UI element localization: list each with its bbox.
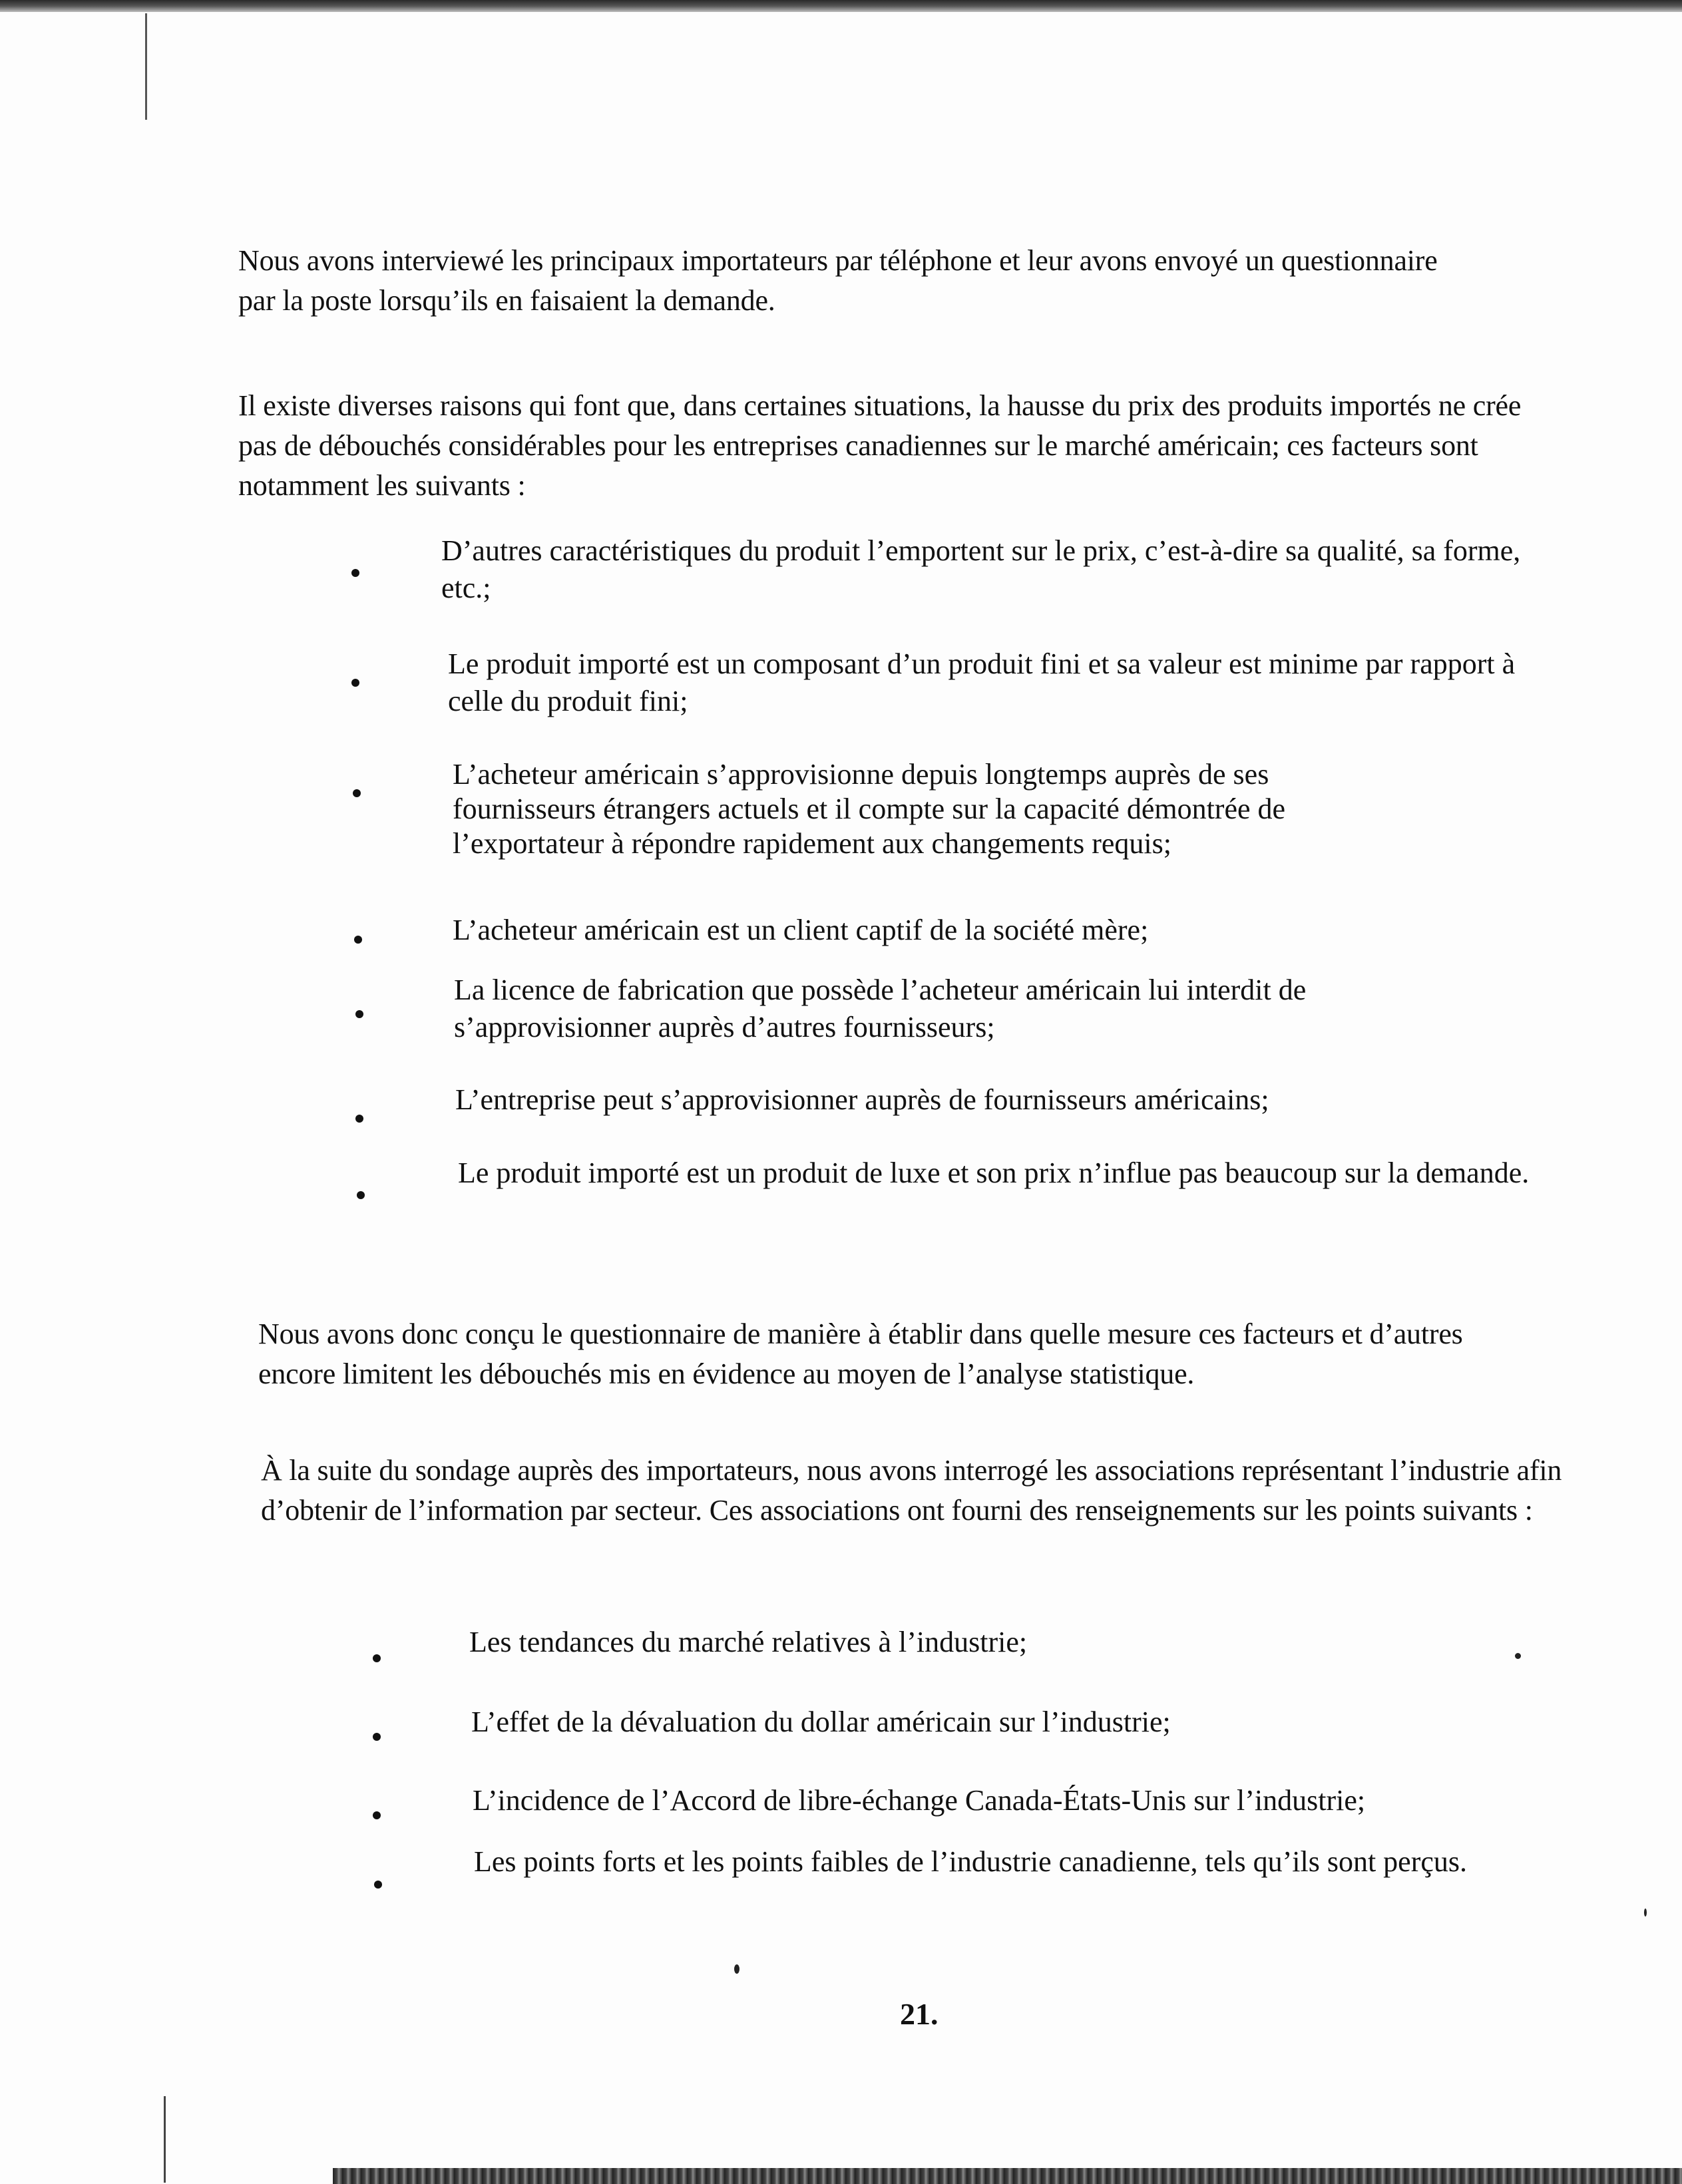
list-item	[357, 1155, 1555, 1234]
list-item-text: Le produit importé est un composant d’un produit fini et sa valeur est minime par rapport à celle du produit fini;	[448, 647, 1516, 717]
list-item	[373, 1704, 1544, 1750]
page-number: 21.	[900, 1997, 939, 2031]
list-item	[374, 1843, 1546, 1923]
list-item	[351, 645, 1550, 725]
scan-edge-left-bottom	[164, 2096, 166, 2183]
list-item	[353, 757, 1551, 870]
scan-speck	[1515, 1653, 1521, 1659]
list-item	[351, 532, 1550, 612]
list-item-text: L’entreprise peut s’approvisionner auprès de fournisseurs américains;	[455, 1083, 1269, 1116]
list-item-text: Les tendances du marché relatives à l’industrie;	[469, 1626, 1028, 1658]
bullet-icon	[351, 679, 359, 687]
list-item-text: L’effet de la dévaluation du dollar américain sur l’industrie;	[471, 1706, 1171, 1738]
scan-edge-left	[145, 13, 147, 120]
paragraph-reasons	[238, 386, 1530, 506]
scan-speck	[1644, 1909, 1647, 1916]
paragraph-questionnaire	[258, 1314, 1536, 1394]
list-item	[354, 912, 1552, 958]
paragraph-text: Nous avons interviewé les principaux importateurs par téléphone et leur avons envoyé un questionnaire par la poste lorsqu’ils en faisaient la demande.	[238, 244, 1438, 317]
bullet-icon	[354, 936, 362, 944]
list-item-text: D’autres caractéristiques du produit l’emportent sur le prix, c’est-à-dire sa qualité, sa forme, etc.;	[441, 534, 1521, 604]
bullet-icon	[357, 1191, 365, 1199]
list-item	[355, 972, 1554, 1051]
bullet-icon	[374, 1881, 382, 1889]
list-item-text: Les points forts et les points faibles de l’industrie canadienne, tels qu’ils sont perçus.	[474, 1845, 1468, 1878]
bullet-icon	[373, 1654, 381, 1662]
bullet-icon	[353, 789, 361, 797]
list-item-text: L’acheteur américain est un client captif de la société mère;	[453, 914, 1149, 946]
list-item-text: La licence de fabrication que possède l’acheteur américain lui interdit de s’approvisionner auprès d’autres fournisseurs;	[454, 974, 1307, 1043]
paragraph-associations	[261, 1451, 1566, 1531]
scan-edge-top	[0, 0, 1682, 12]
paragraph-text: Il existe diverses raisons qui font que, dans certaines situations, la hausse du prix des produits importés ne crée pas de débouchés considérables pour les entreprises canadiennes sur le marché américain; ces facteurs sont notamment les suivants :	[238, 389, 1522, 502]
bullet-icon	[355, 1115, 363, 1123]
list-item-text: L’acheteur américain s’approvisionne depuis longtemps auprès de ses fournisseurs étrangers actuels et il compte sur la capacité démontrée de l’exportateur à répondre rapidement aux changements requis;	[453, 758, 1286, 860]
bullet-icon	[373, 1733, 381, 1741]
scan-edge-bottom	[333, 2168, 1682, 2184]
paragraph-text: Nous avons donc conçu le questionnaire de manière à établir dans quelle mesure ces facteurs et d’autres encore limitent les débouchés mis en évidence au moyen de l’analyse statistique.	[258, 1318, 1463, 1390]
bullet-icon	[351, 569, 359, 577]
list-item	[373, 1624, 1544, 1670]
list-item-text: Le produit importé est un produit de luxe et son prix n’influe pas beaucoup sur la demande.	[458, 1157, 1530, 1189]
bullet-icon	[355, 1010, 363, 1018]
list-item-text: L’incidence de l’Accord de libre-échange Canada-États-Unis sur l’industrie;	[473, 1784, 1366, 1817]
list-item	[373, 1782, 1544, 1829]
paragraph-text: À la suite du sondage auprès des importateurs, nous avons interrogé les associations représentant l’industrie afin d’obtenir de l’information par secteur. Ces associations ont fourni des renseignements sur les points suivants :	[261, 1454, 1562, 1527]
list-item	[355, 1081, 1554, 1128]
paragraph-intro	[238, 241, 1456, 321]
bullet-icon	[373, 1811, 381, 1819]
scan-speck	[734, 1964, 739, 1974]
